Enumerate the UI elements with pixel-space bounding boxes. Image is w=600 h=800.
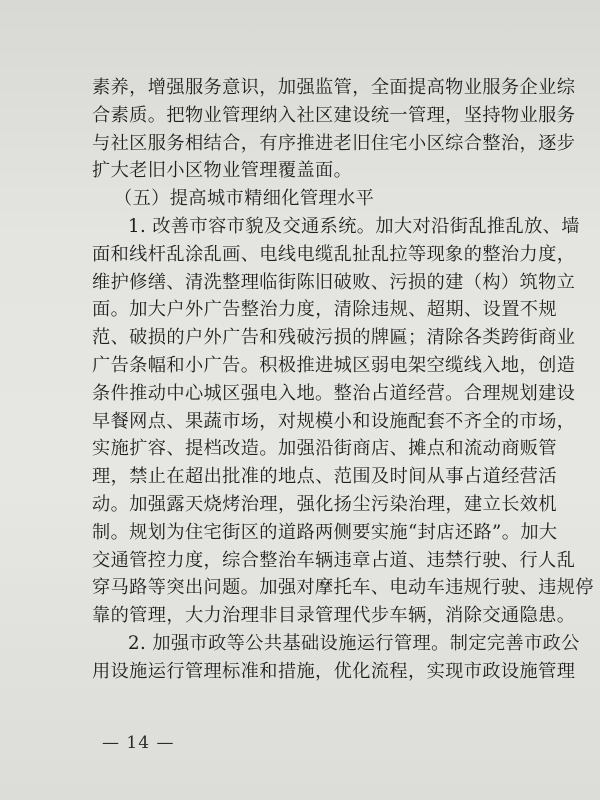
text-line: 范、破损的户外广告和残破污损的牌匾；清除各类跨街商业 bbox=[92, 327, 576, 349]
text-line: 制。规划为住宅街区的道路两侧要实施“封店还路”。加大 bbox=[92, 521, 558, 543]
text-line: 用设施运行管理标准和措施，优化流程，实现市政设施管理 bbox=[92, 660, 576, 682]
text-line: 面和线杆乱涂乱画、电线电缆乱扯乱拉等现象的整治力度， bbox=[92, 243, 576, 265]
body-text bbox=[92, 74, 594, 686]
section-heading: （五）提高城市精细化管理水平 bbox=[114, 188, 375, 210]
text-line: 理，禁止在超出批准的地点、范围及时间从事占道经营活 bbox=[92, 466, 557, 488]
text-line: 实施扩容、提档改造。加强沿街商店、摊点和流动商贩管 bbox=[92, 438, 557, 460]
paragraph-start-line: 1. 改善市容市貌及交通系统。加大对沿街乱推乱放、墙 bbox=[128, 215, 580, 237]
text-line: 合素质。把物业管理纳入社区建设统一管理，坚持物业服务 bbox=[92, 104, 576, 126]
text-line: 维护修缮、清洗整理临街陈旧破败、污损的建（构）筑物立 bbox=[92, 271, 576, 293]
text-line: 与社区服务相结合，有序推进老旧住宅小区综合整治，逐步 bbox=[92, 132, 576, 154]
text-line: 交通管控力度，综合整治车辆违章占道、违禁行驶、行人乱 bbox=[92, 549, 576, 571]
paragraph-start-line: 2. 加强市政等公共基础设施运行管理。制定完善市政公 bbox=[128, 632, 580, 654]
text-line: 早餐网点、果蔬市场，对规模小和设施配套不齐全的市场， bbox=[92, 410, 576, 432]
page-number: — 14 — bbox=[102, 733, 175, 753]
text-line: 扩大老旧小区物业管理覆盖面。 bbox=[92, 160, 353, 182]
text-line: 面。加大户外广告整治力度，清除违规、超期、设置不规 bbox=[92, 299, 557, 321]
text-line: 条件推动中心城区强电入地。整治占道经营。合理规划建设 bbox=[92, 382, 576, 404]
text-line: 穿马路等突出问题。加强对摩托车、电动车违规行驶、违规停 bbox=[92, 577, 594, 599]
text-line: 动。加强露天烧烤治理，强化扬尘污染治理，建立长效机 bbox=[92, 493, 557, 515]
text-line: 靠的管理，大力治理非目录管理代步车辆，消除交通隐患。 bbox=[92, 605, 576, 627]
text-line: 广告条幅和小广告。积极推进城区弱电架空缆线入地，创造 bbox=[92, 354, 576, 376]
text-line: 素养，增强服务意识，加强监管，全面提高物业服务企业综 bbox=[92, 77, 576, 98]
